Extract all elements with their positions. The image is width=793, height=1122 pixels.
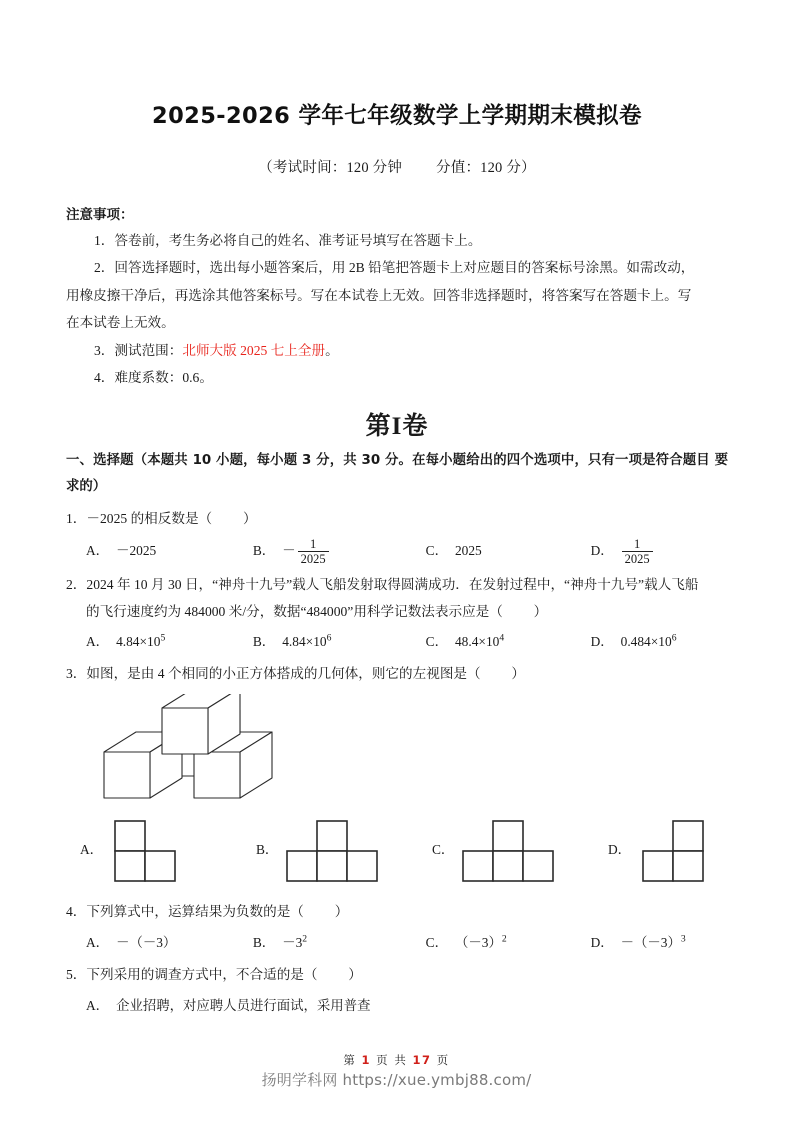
fraction	[622, 537, 653, 567]
fraction-denominator: 2025	[622, 551, 653, 566]
question-4-paren-close: ）	[334, 904, 349, 920]
fraction-numerator: 1	[309, 536, 317, 551]
left-view-shape-b	[284, 815, 384, 885]
option-2-a[interactable]	[86, 629, 253, 655]
option-4-d-exponent: 3	[680, 933, 686, 945]
exam-meta-line	[66, 156, 728, 177]
option-1-b-fraction	[282, 537, 329, 567]
left-view-shape-d	[637, 815, 707, 885]
fraction	[298, 537, 329, 567]
notice-section	[66, 203, 728, 392]
option-4-a-label: A．	[86, 934, 110, 950]
question-5-text: 下列采用的调查方式中，不合适的是（	[86, 967, 318, 983]
page-number-line	[0, 1052, 793, 1068]
page-number-middle: 页 共	[376, 1053, 408, 1067]
scope-period: 。	[325, 342, 339, 358]
option-1-d-label: D．	[590, 543, 614, 559]
option-4-a[interactable]	[86, 930, 253, 956]
question-1-number: 1．	[66, 511, 87, 526]
question-1-paren-close: ）	[242, 511, 257, 526]
section-heading-line-1: 一、选择题（本题共 10 小题，每小题 3 分，共 30 分。在每小题给出的四个选项中，只有一项是符合题目	[66, 452, 710, 468]
option-3-a-label: A．	[80, 842, 104, 858]
option-4-b[interactable]	[253, 930, 426, 956]
option-5-a[interactable]	[86, 993, 370, 1019]
option-2-b-exponent: 6	[326, 632, 332, 644]
page-content	[66, 86, 728, 1019]
question-2-text-line-2: 的飞行速度约为 484000 米/分，数据“484000”用科学记数法表示应是（	[86, 603, 503, 619]
question-5-stem	[66, 962, 728, 989]
question-4-number: 4．	[66, 904, 87, 920]
question-1-text: －2025 的相反数是（	[86, 511, 213, 526]
question-1	[66, 506, 728, 566]
question-4-options	[66, 930, 728, 956]
option-2-c-exponent: 4	[499, 632, 505, 644]
question-3	[66, 661, 728, 885]
current-page-number: 1	[361, 1053, 372, 1067]
option-2-c-label: C．	[425, 634, 448, 650]
option-3-b[interactable]	[256, 815, 432, 885]
option-4-a-base: －（－3）	[116, 934, 177, 950]
left-view-shape-c	[460, 815, 560, 885]
notice-item-2-cont-1: 用橡皮擦干净后，再选涂其他答案标号。写在本试卷上无效。回答非选择题时，将答案写在答题卡上。写	[66, 287, 692, 303]
option-2-d[interactable]	[591, 629, 728, 655]
option-5-a-value: 企业招聘，对应聘人员进行面试，采用普查	[116, 997, 371, 1013]
question-5-options	[66, 993, 728, 1019]
option-2-d-base: 0.484×10	[620, 634, 672, 650]
fraction-denominator: 2025	[298, 551, 329, 566]
option-2-a-value	[116, 629, 165, 655]
page-number-prefix: 第	[343, 1053, 357, 1067]
option-3-d[interactable]	[608, 815, 728, 885]
question-3-stem	[66, 661, 728, 688]
question-2-text-line-1: 2024 年 10 月 30 日，“神舟十九号”载人飞船发射取得圆满成功．在发射过程中，“神舟十九号”载人飞船	[86, 577, 699, 593]
option-4-b-value	[282, 930, 307, 956]
exam-time: （考试时间：120 分钟	[258, 160, 403, 176]
notice-heading: 注意事项：	[66, 207, 134, 223]
question-5-number: 5．	[66, 967, 87, 983]
site-watermark: 扬明学科网 https://xue.ymbj88.com/	[261, 1071, 532, 1089]
option-1-c-label: C．	[425, 543, 448, 559]
scope-label: 3．测试范围：	[94, 342, 183, 358]
fraction-numerator: 1	[634, 536, 641, 551]
option-2-c-base: 48.4×10	[454, 634, 500, 650]
question-1-stem	[66, 506, 728, 533]
question-5-paren-close: ）	[348, 967, 362, 983]
option-1-a[interactable]	[86, 537, 253, 567]
page-footer	[0, 1052, 793, 1090]
cube-solid-svg	[84, 694, 294, 802]
option-2-c-value	[455, 629, 504, 655]
option-1-c[interactable]	[426, 537, 591, 567]
option-1-d-fraction	[621, 537, 654, 567]
option-3-c-label: C．	[432, 842, 455, 858]
four-cube-solid-figure	[84, 694, 728, 812]
option-3-b-label: B．	[256, 842, 279, 858]
option-2-b[interactable]	[253, 629, 426, 655]
option-1-b-label: B．	[252, 543, 276, 559]
option-2-d-exponent: 6	[671, 632, 677, 644]
option-4-b-label: B．	[252, 934, 276, 950]
volume-title: 第I卷	[365, 412, 429, 440]
question-2-options	[66, 629, 728, 655]
option-1-c-value: 2025	[454, 543, 482, 559]
question-2-text-line-2-wrap	[66, 599, 728, 626]
question-2-number: 2．	[66, 577, 87, 593]
notice-item-3	[66, 337, 728, 364]
question-2-paren-close: ）	[533, 603, 548, 619]
question-5	[66, 962, 728, 1019]
option-2-b-label: B．	[252, 634, 276, 650]
option-4-d-value	[621, 930, 686, 956]
page-number-suffix: 页	[436, 1053, 450, 1067]
option-1-a-label: A．	[86, 543, 110, 559]
option-2-a-exponent: 5	[160, 632, 166, 644]
question-4-text: 下列算式中，运算结果为负数的是（	[86, 904, 304, 920]
notice-item-1: 1．答卷前，考生务必将自己的姓名、准考证号填写在答题卡上。	[94, 233, 482, 248]
option-4-d-base: －（－3）	[620, 934, 681, 950]
exam-score: 分值：120 分）	[436, 160, 536, 176]
option-1-a-value: －2025	[116, 543, 157, 559]
scope-value: 北师大版 2025 七上全册	[182, 342, 326, 358]
option-2-d-value	[621, 629, 677, 655]
left-view-shape-a	[109, 815, 179, 885]
question-1-options	[66, 537, 728, 567]
option-1-d[interactable]	[591, 537, 728, 567]
option-4-d-label: D．	[590, 934, 614, 950]
option-4-c-value	[455, 930, 507, 956]
question-4-stem	[66, 899, 728, 926]
notice-item-2: 2．回答选择题时，选出每小题答案后，用 2B 铅笔把答题卡上对应题目的答案标号涂黑。如需改动，	[94, 260, 695, 276]
section-heading-line-2: 要求的）	[66, 452, 728, 494]
option-2-a-label: A．	[86, 634, 110, 650]
option-4-b-base: －3	[282, 934, 303, 950]
option-4-d[interactable]	[591, 930, 728, 956]
option-2-c[interactable]	[426, 629, 591, 655]
section-heading	[66, 448, 728, 500]
option-4-b-exponent: 2	[302, 933, 308, 945]
total-page-number: 17	[412, 1053, 432, 1067]
notice-item-2-cont-2: 在本试卷上无效。	[66, 315, 175, 331]
option-1-b-sign: －	[282, 543, 296, 559]
question-2-stem	[66, 572, 728, 625]
question-3-paren-close: ）	[511, 666, 525, 682]
option-3-c[interactable]	[432, 815, 608, 885]
option-4-c-label: C．	[425, 934, 448, 950]
option-2-d-label: D．	[590, 634, 614, 650]
option-1-b[interactable]	[253, 537, 426, 567]
question-3-number: 3．	[66, 666, 87, 682]
notice-item-4: 4．难度系数：0.6。	[94, 370, 213, 386]
option-5-a-label: A．	[86, 997, 110, 1013]
option-4-c-exponent: 2	[501, 933, 507, 945]
option-4-a-value	[116, 930, 176, 956]
option-3-d-label: D．	[608, 842, 632, 858]
option-2-b-base: 4.84×10	[282, 634, 327, 650]
option-3-a[interactable]	[80, 815, 256, 885]
option-4-c-base: （－3）	[454, 934, 502, 950]
option-2-b-value	[282, 629, 331, 655]
page-title: 2025-2026 学年七年级数学上学期期末模拟卷	[152, 103, 642, 129]
option-4-c[interactable]	[426, 930, 591, 956]
option-2-a-base: 4.84×10	[116, 634, 161, 650]
question-3-text: 如图，是由 4 个相同的小正方体搭成的几何体，则它的左视图是（	[86, 666, 481, 682]
question-3-options	[66, 815, 728, 885]
question-2	[66, 572, 728, 655]
question-4	[66, 899, 728, 956]
